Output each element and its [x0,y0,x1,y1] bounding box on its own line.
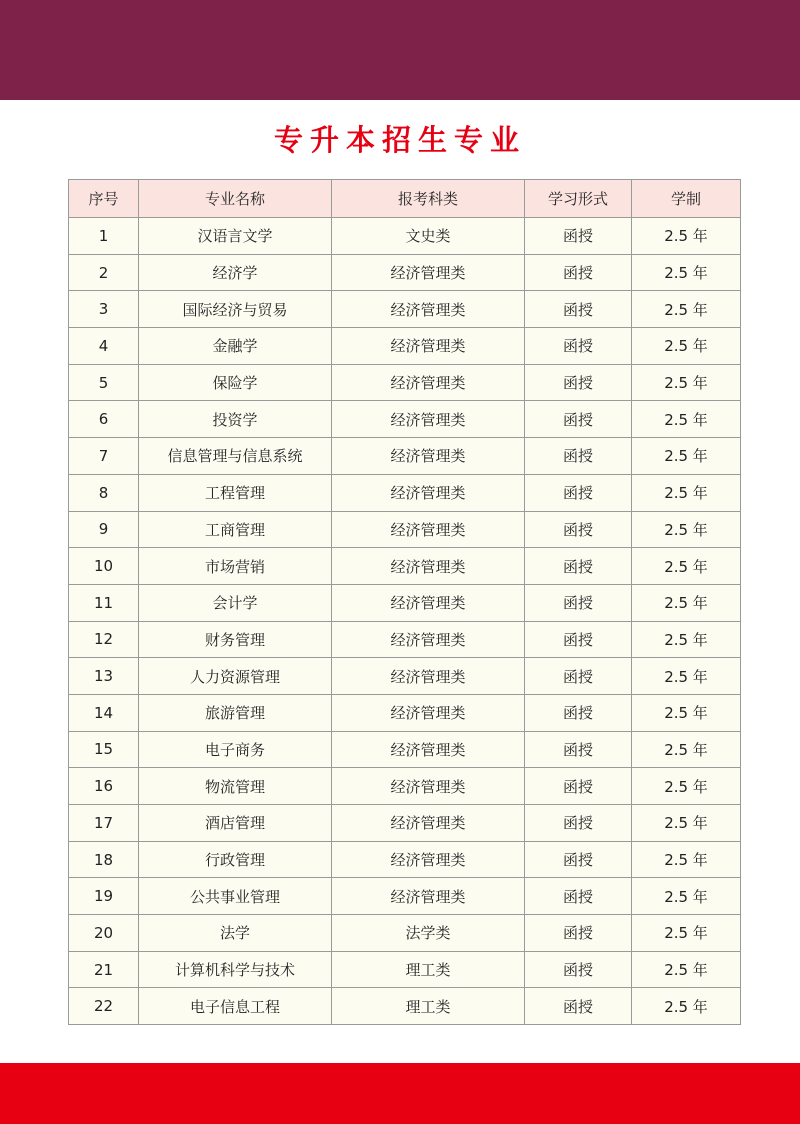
cell-study-mode: 函授 [525,254,632,291]
table-row [69,291,741,328]
cell-index: 2 [69,254,139,291]
cell-exam-category: 经济管理类 [332,474,525,511]
cell-index: 5 [69,364,139,401]
cell-exam-category: 法学类 [332,915,525,952]
table-row [69,328,741,365]
cell-major-name: 工商管理 [139,511,332,548]
cell-study-mode: 函授 [525,878,632,915]
cell-exam-category: 经济管理类 [332,584,525,621]
cell-study-mode: 函授 [525,731,632,768]
table-row [69,878,741,915]
cell-major-name: 保险学 [139,364,332,401]
cell-duration: 2.5 年 [632,768,741,805]
cell-major-name: 投资学 [139,401,332,438]
cell-duration: 2.5 年 [632,291,741,328]
cell-index: 13 [69,658,139,695]
cell-index: 21 [69,951,139,988]
cell-index: 6 [69,401,139,438]
cell-duration: 2.5 年 [632,731,741,768]
cell-major-name: 旅游管理 [139,694,332,731]
page-title: 专升本招生专业 [273,123,526,157]
cell-study-mode: 函授 [525,291,632,328]
cell-major-name: 工程管理 [139,474,332,511]
cell-study-mode: 函授 [525,548,632,585]
cell-study-mode: 函授 [525,401,632,438]
cell-duration: 2.5 年 [632,658,741,695]
cell-index: 19 [69,878,139,915]
bottom-banner [0,1063,800,1124]
table-row [69,731,741,768]
cell-major-name: 国际经济与贸易 [139,291,332,328]
cell-major-name: 行政管理 [139,841,332,878]
cell-study-mode: 函授 [525,915,632,952]
cell-exam-category: 理工类 [332,951,525,988]
cell-duration: 2.5 年 [632,438,741,475]
cell-duration: 2.5 年 [632,694,741,731]
table-row [69,805,741,842]
cell-exam-category: 经济管理类 [332,548,525,585]
cell-major-name: 酒店管理 [139,805,332,842]
cell-major-name: 金融学 [139,328,332,365]
cell-exam-category: 经济管理类 [332,254,525,291]
cell-major-name: 汉语言文学 [139,218,332,255]
cell-major-name: 电子商务 [139,731,332,768]
table-row [69,658,741,695]
cell-exam-category: 经济管理类 [332,511,525,548]
cell-index: 15 [69,731,139,768]
cell-exam-category: 经济管理类 [332,328,525,365]
cell-index: 14 [69,694,139,731]
cell-index: 12 [69,621,139,658]
cell-study-mode: 函授 [525,621,632,658]
table-row [69,548,741,585]
cell-exam-category: 经济管理类 [332,364,525,401]
majors-table [68,179,741,1025]
cell-index: 16 [69,768,139,805]
table-row [69,621,741,658]
cell-study-mode: 函授 [525,805,632,842]
cell-index: 9 [69,511,139,548]
cell-study-mode: 函授 [525,988,632,1025]
cell-index: 20 [69,915,139,952]
table-row [69,438,741,475]
cell-exam-category: 经济管理类 [332,841,525,878]
table-row [69,218,741,255]
cell-study-mode: 函授 [525,768,632,805]
cell-index: 1 [69,218,139,255]
cell-exam-category: 经济管理类 [332,401,525,438]
cell-study-mode: 函授 [525,364,632,401]
cell-duration: 2.5 年 [632,878,741,915]
cell-index: 4 [69,328,139,365]
cell-duration: 2.5 年 [632,951,741,988]
cell-exam-category: 经济管理类 [332,291,525,328]
cell-duration: 2.5 年 [632,474,741,511]
table-row [69,511,741,548]
cell-duration: 2.5 年 [632,621,741,658]
cell-index: 18 [69,841,139,878]
table-row [69,841,741,878]
cell-index: 11 [69,584,139,621]
header-exam-category: 报考科类 [332,180,525,218]
cell-major-name: 信息管理与信息系统 [139,438,332,475]
cell-duration: 2.5 年 [632,584,741,621]
cell-major-name: 会计学 [139,584,332,621]
cell-major-name: 财务管理 [139,621,332,658]
cell-duration: 2.5 年 [632,511,741,548]
cell-duration: 2.5 年 [632,401,741,438]
cell-exam-category: 经济管理类 [332,438,525,475]
cell-study-mode: 函授 [525,841,632,878]
table-row [69,254,741,291]
table-row [69,694,741,731]
cell-major-name: 法学 [139,915,332,952]
cell-exam-category: 经济管理类 [332,658,525,695]
cell-duration: 2.5 年 [632,988,741,1025]
cell-study-mode: 函授 [525,694,632,731]
cell-study-mode: 函授 [525,474,632,511]
cell-study-mode: 函授 [525,951,632,988]
cell-major-name: 物流管理 [139,768,332,805]
cell-exam-category: 经济管理类 [332,731,525,768]
cell-study-mode: 函授 [525,328,632,365]
cell-exam-category: 理工类 [332,988,525,1025]
cell-exam-category: 经济管理类 [332,621,525,658]
cell-exam-category: 经济管理类 [332,768,525,805]
table-row [69,401,741,438]
cell-study-mode: 函授 [525,218,632,255]
cell-duration: 2.5 年 [632,915,741,952]
table-header-row [69,180,741,218]
cell-major-name: 人力资源管理 [139,658,332,695]
cell-exam-category: 文史类 [332,218,525,255]
cell-major-name: 计算机科学与技术 [139,951,332,988]
cell-index: 7 [69,438,139,475]
cell-major-name: 公共事业管理 [139,878,332,915]
table-row [69,584,741,621]
cell-index: 3 [69,291,139,328]
cell-study-mode: 函授 [525,658,632,695]
cell-duration: 2.5 年 [632,841,741,878]
cell-study-mode: 函授 [525,511,632,548]
table-row [69,988,741,1025]
header-major-name: 专业名称 [139,180,332,218]
cell-major-name: 市场营销 [139,548,332,585]
cell-index: 8 [69,474,139,511]
header-index: 序号 [69,180,139,218]
cell-study-mode: 函授 [525,438,632,475]
cell-exam-category: 经济管理类 [332,878,525,915]
table-row [69,474,741,511]
table-row [69,364,741,401]
cell-index: 17 [69,805,139,842]
cell-duration: 2.5 年 [632,254,741,291]
cell-duration: 2.5 年 [632,805,741,842]
cell-major-name: 经济学 [139,254,332,291]
cell-exam-category: 经济管理类 [332,694,525,731]
cell-study-mode: 函授 [525,584,632,621]
cell-exam-category: 经济管理类 [332,805,525,842]
table-row [69,951,741,988]
cell-duration: 2.5 年 [632,548,741,585]
cell-duration: 2.5 年 [632,364,741,401]
cell-major-name: 电子信息工程 [139,988,332,1025]
header-duration: 学制 [632,180,741,218]
top-banner [0,0,800,100]
cell-duration: 2.5 年 [632,218,741,255]
table-row [69,768,741,805]
cell-index: 22 [69,988,139,1025]
cell-duration: 2.5 年 [632,328,741,365]
header-study-mode: 学习形式 [525,180,632,218]
table-row [69,915,741,952]
cell-index: 10 [69,548,139,585]
